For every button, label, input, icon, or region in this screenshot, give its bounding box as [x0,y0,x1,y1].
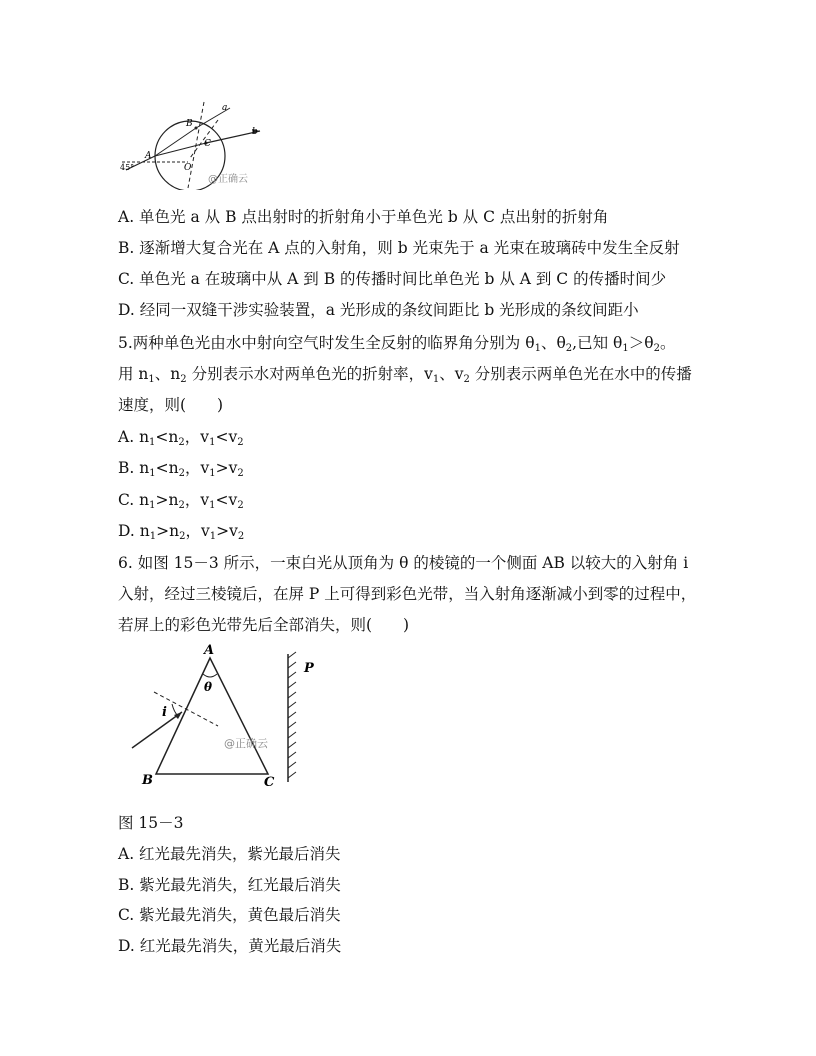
prism-label-i: i [162,705,167,720]
q6-option-d: D. 红光最先消失，黄光最后消失 [118,937,342,955]
q5-option-c: C. $n_1>n_2$，$v_1<v_2$ [118,491,244,511]
q6-stem-line-1: 6. 如图 15－3 所示，一束白光从顶角为 θ 的棱镜的一个侧面 AB 以较大的入射角 i [118,554,689,572]
glass-circle-figure [118,98,278,190]
label-a: a [222,103,228,113]
q4-option-a: A. 单色光 a 从 B 点出射时的折射角小于单色光 b 从 C 点出射的折射角 [118,208,609,226]
q4-option-c: C. 单色光 a 在玻璃中从 A 到 B 的传播时间比单色光 b 从 A 到 C 的传播时间少 [118,270,667,288]
q6-stem-line-3: 若屏上的彩色光带先后全部消失，则( ) [118,616,410,634]
label-A: A [145,151,152,161]
q5-stem-line-1: 5.两种单色光由水中射向空气时发生全反射的临界角分别为 $\theta_1$、$\theta_2$,已知 $\theta_1>\theta_2$。 [118,334,676,354]
prism-label-C: C [264,775,275,790]
q5-stem-line-3: 速度，则( ) [118,396,224,414]
q4-option-b: B. 逐渐增大复合光在 A 点的入射角，则 b 光束先于 a 光束在玻璃砖中发生全反射 [118,239,680,257]
label-O: O [184,163,192,173]
prism-label-A: A [204,643,215,658]
q5-option-a: A. $n_1<n_2$，$v_1<v_2$ [118,428,244,448]
q5-stem-line-2: 用 $n_1$、$n_2$ 分别表示水对两单色光的折射率，$v_1$、$v_2$ 分别表示两单色光在水中的传播 [118,365,692,385]
q6-option-c: C. 紫光最先消失，黄色最后消失 [118,906,341,924]
label-B: B [186,119,193,129]
prism-label-theta: θ [204,680,213,694]
q6-option-b: B. 紫光最先消失，红光最后消失 [118,876,341,894]
q5-option-b: B. $n_1<n_2$，$v_1>v_2$ [118,459,244,479]
q6-option-a: A. 红光最先消失，紫光最后消失 [118,845,341,863]
prism-figure [130,640,330,795]
watermark: @正确云 [224,737,268,750]
watermark: @正确云 [208,174,248,185]
label-b: b [252,127,258,137]
q6-figure-caption: 图 15－3 [118,814,184,832]
q5-option-d: D. $n_1>n_2$，$v_1>v_2$ [118,522,245,542]
prism-label-B: B [142,773,153,788]
q4-option-d: D. 经同一双缝干涉实验装置，a 光形成的条纹间距比 b 光形成的条纹间距小 [118,301,639,319]
q6-stem-line-2: 入射，经过三棱镜后，在屏 P 上可得到彩色光带，当入射角逐渐减小到零的过程中， [118,585,697,603]
screen-label-P: P [304,661,314,676]
angle-45-label: 45° [120,163,135,172]
label-C: C [204,139,211,149]
